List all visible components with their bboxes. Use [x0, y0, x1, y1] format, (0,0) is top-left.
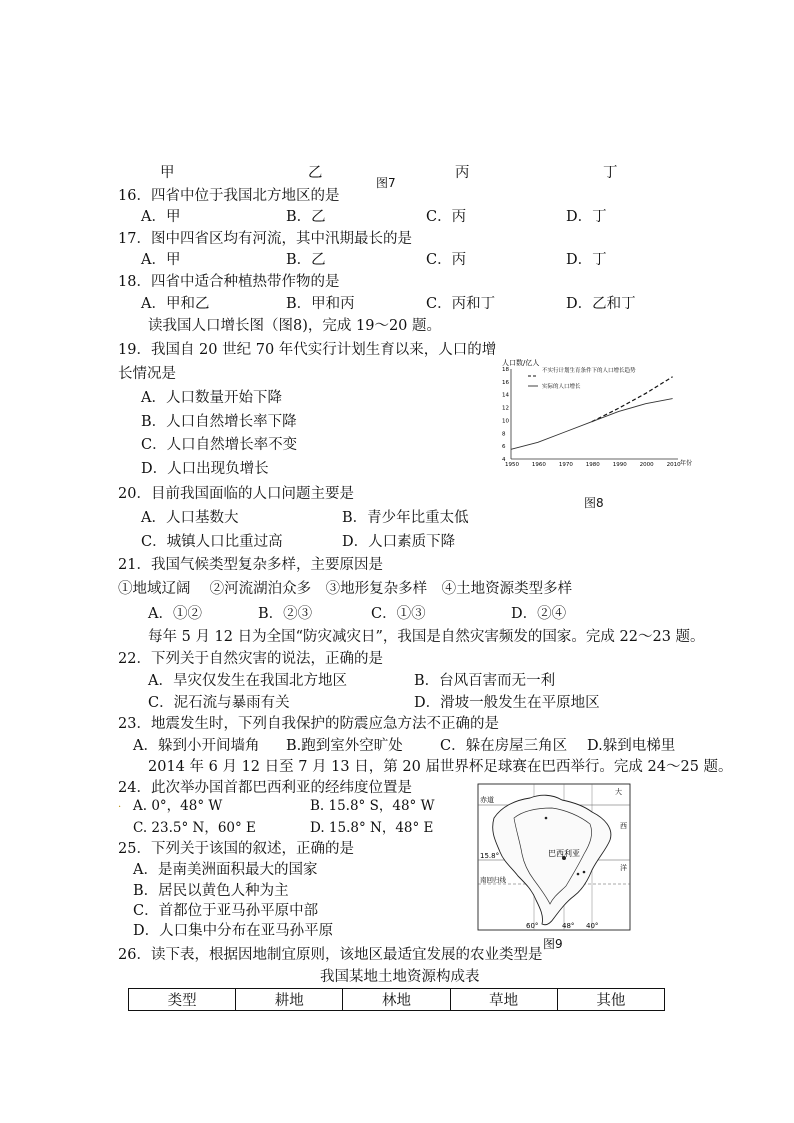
legend-label-dashed: 不实行计划生育条件下的人口增长趋势 [542, 368, 636, 374]
x-tick-label: 1970 [558, 462, 573, 468]
q19-option-a[interactable]: A．人口数量开始下降 [141, 390, 282, 406]
q22-option-a[interactable]: A．旱灾仅发生在我国北方地区 [148, 673, 347, 689]
q19-option-d[interactable]: D．人口出现负增长 [141, 461, 269, 477]
fig7-label-jia: 甲 [160, 165, 175, 181]
table-header-row [129, 989, 665, 1011]
q20-option-c[interactable]: C．城镇人口比重过高 [141, 534, 283, 550]
q18-stem: 18．四省中适合种植热带作物的是 [118, 274, 340, 290]
q23-option-c[interactable]: C．躲在房屋三角区 [440, 738, 568, 754]
lon-label-48: 48° [562, 922, 575, 930]
q18-option-c[interactable]: C．丙和丁 [426, 296, 496, 312]
q17-option-d[interactable]: D．丁 [566, 252, 607, 268]
legend-label-solid: 实际的人口增长 [542, 384, 581, 390]
q20-option-b[interactable]: B．青少年比重太低 [342, 510, 469, 526]
table-header-cell: 耕地 [236, 989, 343, 1011]
q19-option-c[interactable]: C．人口自然增长率不变 [141, 437, 298, 453]
q16-option-c[interactable]: C．丙 [426, 209, 467, 225]
q20-option-a[interactable]: A．人口基数大 [141, 510, 239, 526]
lon-label-60: 60° [526, 922, 539, 930]
q23-option-d[interactable]: D.躲到电梯里 [587, 738, 676, 754]
q23-option-b[interactable]: B.跑到室外空旷处 [286, 738, 403, 754]
city-marker-3 [583, 871, 586, 874]
q21-stem: 21．我国气候类型复杂多样，主要原因是 [118, 557, 383, 573]
tropic-label: 南回归线 [480, 876, 506, 884]
q25-option-b[interactable]: B．居民以黄色人种为主 [133, 883, 289, 899]
q24-option-c[interactable]: C. 23.5° N，60° E [133, 820, 256, 836]
q21-option-a[interactable]: A．①② [148, 606, 202, 622]
q16-option-a[interactable]: A．甲 [141, 209, 181, 225]
q22-option-c[interactable]: C．泥石流与暴雨有关 [148, 695, 290, 711]
table-header-cell: 林地 [343, 989, 450, 1011]
x-tick-label: 1980 [585, 462, 600, 468]
y-tick-label: 14 [502, 392, 509, 399]
q19-stem-line2: 长情况是 [118, 366, 176, 382]
q21-option-b[interactable]: B．②③ [258, 606, 313, 622]
q17-option-b[interactable]: B．乙 [286, 252, 326, 268]
city-marker-1 [545, 817, 548, 820]
q20-stem: 20．目前我国面临的人口问题主要是 [118, 486, 354, 502]
q16-option-d[interactable]: D．丁 [566, 209, 607, 225]
y-tick-label: 16 [502, 379, 509, 386]
fig7-label-bing: 丙 [455, 165, 470, 181]
y-tick-label: 6 [502, 444, 506, 451]
chart-xlabel: 年份 [680, 460, 693, 467]
equator-label: 赤道 [480, 796, 494, 804]
population-chart [500, 355, 700, 470]
series-actual-growth [511, 399, 673, 450]
y-tick-label: 4 [502, 457, 506, 463]
brazil-map [474, 778, 634, 936]
q17-option-c[interactable]: C．丙 [426, 252, 467, 268]
q17-stem: 17．图中四省区均有河流，其中汛期最长的是 [118, 231, 412, 247]
q19-stem-line1: 19．我国自 20 世纪 70 年代实行计划生育以来，人口的增 [118, 342, 497, 358]
q25-option-c[interactable]: C．首都位于亚马孙平原中部 [133, 903, 319, 919]
y-tick-label: 12 [502, 405, 509, 412]
x-tick-label: 1950 [505, 462, 519, 468]
q17-option-a[interactable]: A．甲 [141, 252, 181, 268]
q23-option-a[interactable]: A．躲到小开间墙角 [133, 738, 260, 754]
ocean-label-2: 西 [620, 822, 627, 830]
q18-option-b[interactable]: B．甲和丙 [286, 296, 355, 312]
capital-label: 巴西利亚 [548, 849, 580, 858]
fig8-caption: 图8 [584, 496, 604, 510]
table-header-cell: 其他 [557, 989, 664, 1011]
q22-option-b[interactable]: B．台风百害而无一利 [414, 673, 556, 689]
q21-items: ①地域辽阔 ②河流湖泊众多 ③地形复杂多样 ④土地资源类型多样 [118, 581, 573, 597]
series-no-family-planning [592, 377, 673, 422]
q24-dot-mark: . [118, 799, 122, 810]
q24-option-a[interactable]: A. 0°，48° W [133, 798, 223, 814]
table-header-cell: 类型 [129, 989, 236, 1011]
q19-option-b[interactable]: B．人口自然增长率下降 [141, 414, 297, 430]
q18-option-a[interactable]: A．甲和乙 [141, 296, 210, 312]
q22-stem: 22．下列关于自然灾害的说法，正确的是 [118, 651, 383, 667]
intro-19-20: 读我国人口增长图（图8)，完成 19～20 题。 [148, 318, 442, 334]
table-header-cell: 草地 [450, 989, 557, 1011]
ocean-label-3: 洋 [620, 864, 627, 872]
q23-stem: 23．地震发生时，下列自我保护的防震应急方法不正确的是 [118, 716, 499, 732]
intro-24-25: 2014 年 6 月 12 日至 7 月 13 日，第 20 届世界杯足球赛在巴西举行。完成 24～25 题。 [148, 759, 733, 775]
q24-stem: 24．此次举办国首都巴西利亚的经纬度位置是 [118, 780, 412, 796]
chart-ylabel: 人口数/亿人 [502, 359, 540, 367]
fig7-label-yi: 乙 [308, 165, 323, 181]
x-tick-label: 2000 [639, 462, 654, 468]
q22-option-d[interactable]: D．滑坡一般发生在平原地区 [414, 695, 600, 711]
lon-label-40: 40° [586, 922, 599, 930]
q16-option-b[interactable]: B．乙 [286, 209, 326, 225]
land-resource-table [128, 988, 665, 1011]
q16-stem: 16．四省中位于我国北方地区的是 [118, 188, 340, 204]
q24-option-d[interactable]: D. 15.8° N，48° E [310, 820, 434, 836]
q21-option-d[interactable]: D．②④ [511, 606, 567, 622]
y-tick-label: 10 [502, 418, 509, 425]
q20-option-d[interactable]: D．人口素质下降 [342, 534, 456, 550]
q24-option-b[interactable]: B. 15.8° S，48° W [310, 798, 435, 814]
q18-option-d[interactable]: D．乙和丁 [566, 296, 636, 312]
x-tick-label: 2010 [666, 462, 681, 468]
y-tick-label: 18 [502, 367, 509, 373]
q25-option-d[interactable]: D．人口集中分布在亚马孙平原 [133, 923, 334, 939]
ocean-label-1: 大 [615, 788, 622, 796]
table-title: 我国某地土地资源构成表 [320, 969, 480, 985]
fig9-caption: 图9 [543, 937, 563, 951]
q25-stem: 25．下列关于该国的叙述，正确的是 [118, 841, 354, 857]
city-marker-2 [577, 873, 580, 876]
fig7-caption: 图7 [376, 176, 396, 190]
lat-label: 15.8° [480, 852, 500, 860]
q21-option-c[interactable]: C．①③ [371, 606, 426, 622]
x-tick-label: 1960 [531, 462, 546, 468]
x-tick-label: 1990 [612, 462, 627, 468]
fig7-label-ding: 丁 [603, 165, 618, 181]
y-tick-label: 8 [502, 431, 506, 438]
intro-22-23: 每年 5 月 12 日为全国“防灾减灾日”，我国是自然灾害频发的国家。完成 22～23 题。 [148, 629, 705, 645]
q25-option-a[interactable]: A．是南美洲面积最大的国家 [133, 862, 318, 878]
q26-stem: 26．读下表，根据因地制宜原则，该地区最适宜发展的农业类型是 [118, 947, 543, 963]
